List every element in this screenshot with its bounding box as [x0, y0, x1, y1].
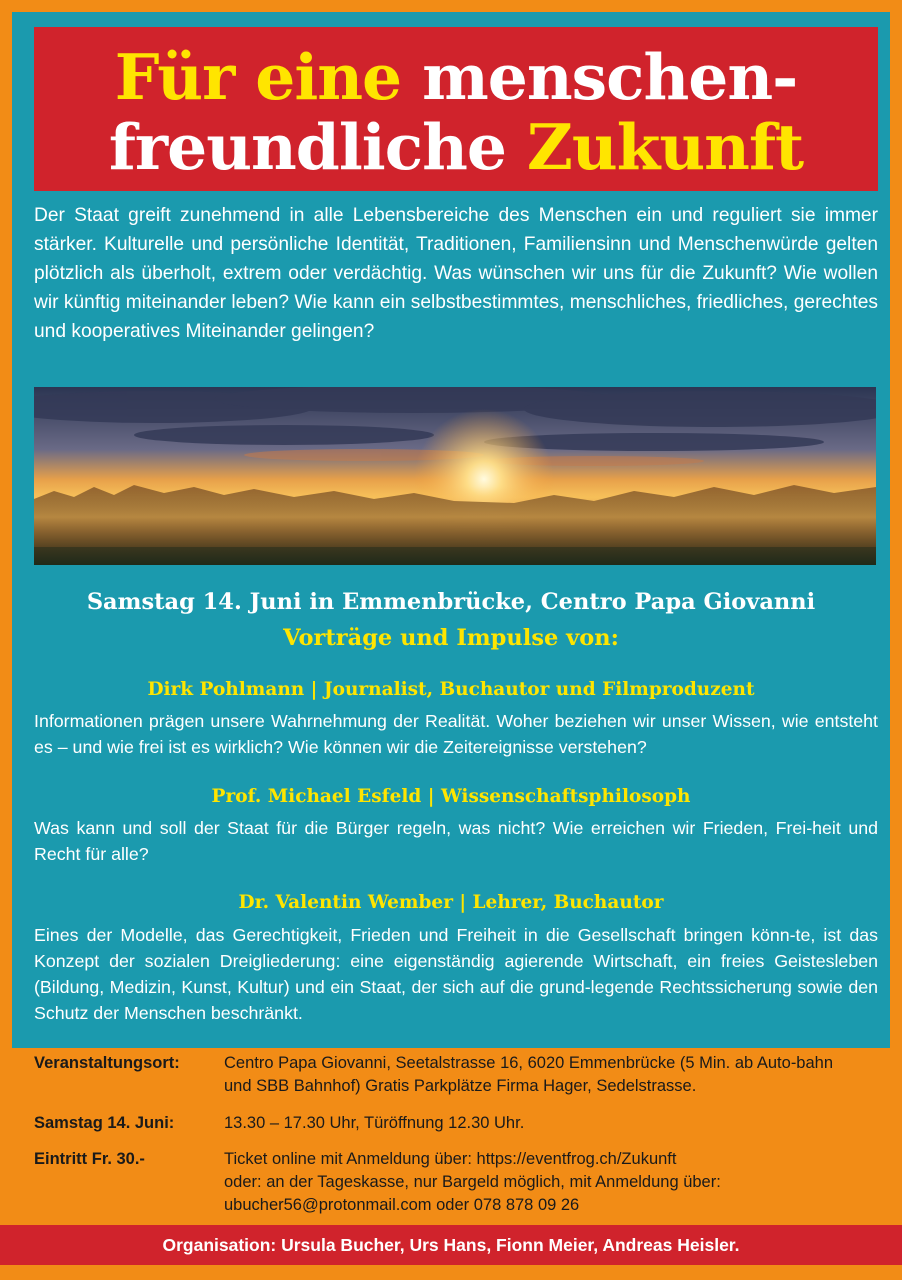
ticket-online-line: Ticket online mit Anmeldung über: https://eventfrog.ch/Zukunft	[224, 1150, 677, 1168]
speaker-3-name: Dr. Valentin Wember | Lehrer, Buchautor	[238, 892, 664, 913]
title-line-2	[34, 111, 878, 183]
info-label-admission: Eintritt Fr. 30.-	[34, 1150, 145, 1168]
title-line-2-highlight: Zukunft	[526, 110, 804, 184]
sunrise-landscape-photo	[34, 387, 876, 565]
speaker-2-text: Was kann und soll der Staat für die Bürger regeln, was nicht? Wie erreichen wir Frieden, Frei-heit und Recht für alle?	[34, 818, 878, 864]
title-line-2-rest: freundliche	[108, 110, 506, 184]
sunrise-landscape-illustration	[34, 387, 876, 565]
info-row-date	[34, 1112, 878, 1136]
intro-paragraph: Der Staat greift zunehmend in alle Lebensbereiche des Menschen ein und reguliert sie immer stärker. Kulturelle und persönliche Identität, Traditionen, Familiensinn und Menschenwürde gelten plötzlich als überholt, extrem oder verdächtig. Was wünschen wir uns für die Zukunft? Wie wollen wir künftig miteinander leben? Wie kann ein selbstbestimmtes, menschliches, friedliches, gerechtes und kooperatives Miteinander gelingen?	[34, 205, 878, 342]
info-row-venue	[34, 1052, 878, 1100]
info-value-admission	[224, 1148, 864, 1217]
title-line-1	[34, 41, 878, 113]
talks-heading: Vorträge und Impulse von:	[283, 625, 619, 651]
speaker-2-name: Prof. Michael Esfeld | Wissenschaftsphilosoph	[211, 786, 691, 807]
ticket-box-office-line: oder: an der Tageskasse, nur Bargeld möglich, mit Anmeldung über:	[224, 1173, 721, 1191]
info-label-date: Samstag 14. Juni:	[34, 1114, 175, 1132]
speaker-1-text: Informationen prägen unsere Wahrnehmung der Realität. Woher beziehen wir unser Wissen, wie entsteht es – und wie frei ist es wirklich? Wie können wir die Zeitereignisse verstehen?	[34, 711, 878, 757]
info-value-date: 13.30 – 17.30 Uhr, Türöffnung 12.30 Uhr.	[224, 1114, 525, 1132]
info-label-venue: Veranstaltungsort:	[34, 1054, 180, 1072]
title-line-1-highlight: Für eine	[114, 40, 402, 114]
title-banner	[34, 27, 878, 191]
speaker-3-text: Eines der Modelle, das Gerechtigkeit, Frieden und Freiheit in die Gesellschaft bringen könn-te, ist das Konzept der sozialen Dreigliederung: eine eigenständig agierende Wirtschaft, ein freies Geistesleben (Bildung, Medizin, Kunst, Kultur) und ein Staat, der sich auf die grund-legende Rechtssicherung sowie den Schutz der Menschen beschränkt.	[34, 925, 878, 1023]
organisation-footer: Organisation: Ursula Bucher, Urs Hans, Fionn Meier, Andreas Heisler.	[0, 1225, 902, 1265]
info-value-venue: Centro Papa Giovanni, Seetalstrasse 16, 6020 Emmenbrücke (5 Min. ab Auto-bahn und SBB Bahnhof) Gratis Parkplätze Firma Hager, Sedelstrasse.	[224, 1054, 834, 1095]
info-row-admission	[34, 1148, 878, 1218]
ticket-contact-line: ubucher56@protonmail.com oder 078 878 09 26	[224, 1196, 580, 1214]
speaker-1-name: Dirk Pohlmann | Journalist, Buchautor und Filmproduzent	[147, 679, 755, 700]
event-date-location: Samstag 14. Juni in Emmenbrücke, Centro Papa Giovanni	[86, 589, 816, 615]
title-line-1-rest: menschen-	[422, 40, 798, 114]
